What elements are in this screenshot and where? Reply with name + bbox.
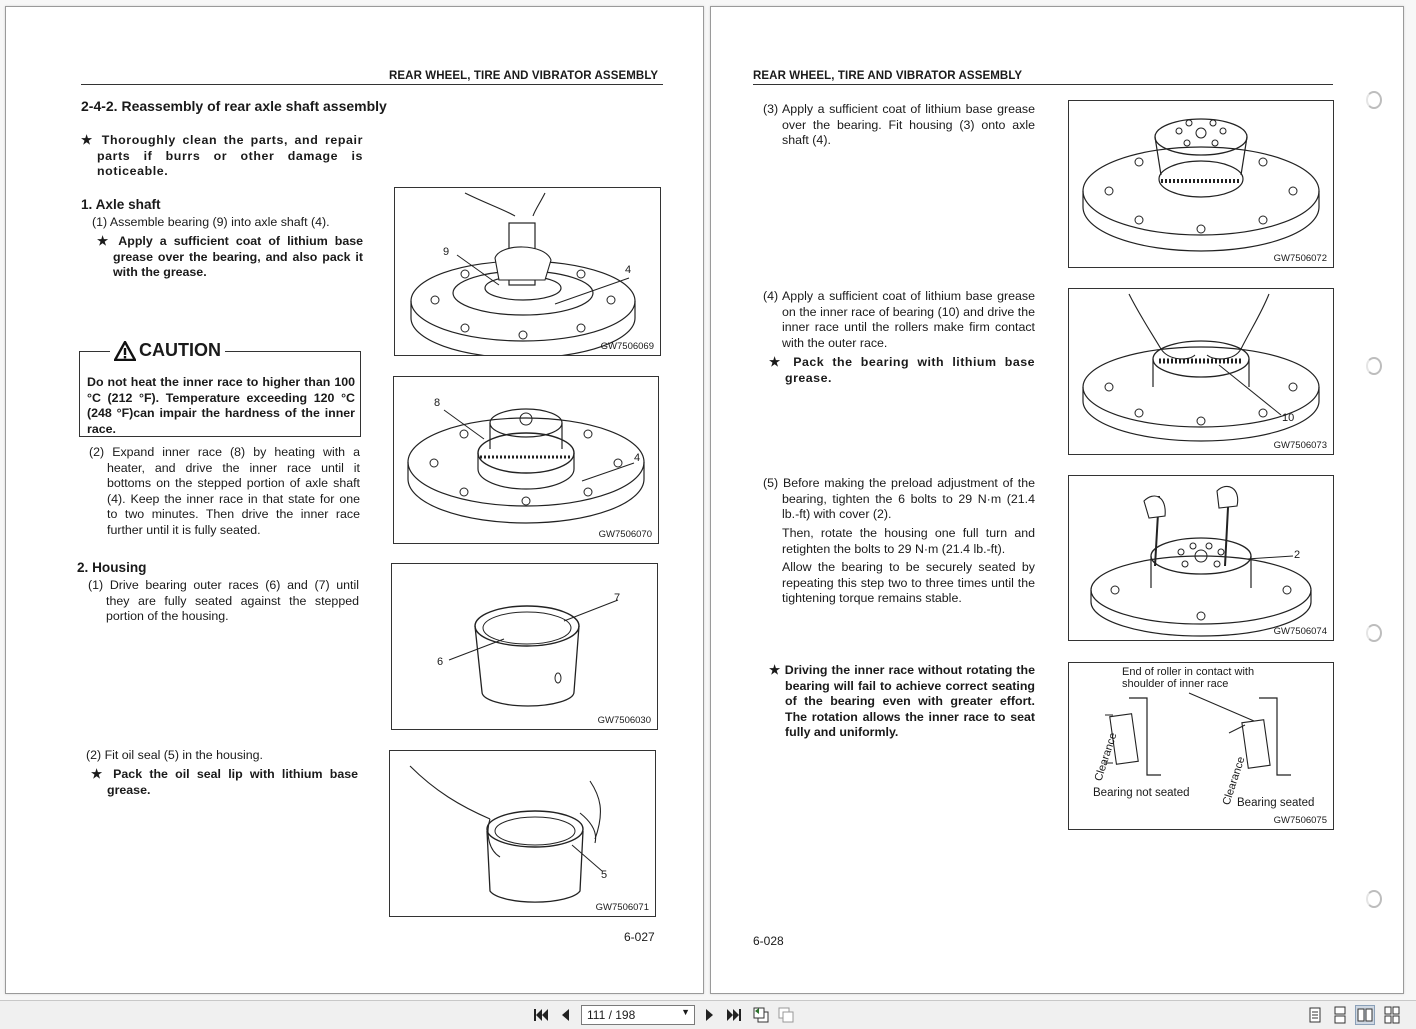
- header-rule: [81, 84, 663, 85]
- roller-contact-label: End of roller in contact with: [1122, 666, 1255, 678]
- binder-hole-icon: [1366, 91, 1382, 109]
- figure-code: GW7506073: [1273, 440, 1327, 451]
- callout-9: 9: [443, 246, 450, 258]
- callout-2: 2: [1294, 549, 1301, 561]
- step-5c: Allow the bearing to be securely seated by repeating this step two to three times until the tightening torque remains stable.: [782, 560, 1035, 605]
- step-4-note: ★ Pack the bearing with lithium base grease.: [769, 355, 1035, 385]
- callout-4: 4: [634, 452, 641, 464]
- step-5a: (5) Before making the preload adjustment of the bearing, tighten the 6 bolts to 29 N·m (21.4 lb.-ft) with cover (2).: [763, 476, 1035, 521]
- callout-5: 5: [601, 869, 608, 881]
- step-5b: Then, rotate the housing one full turn and retighten the bolts to 29 N·m (21.4 lb.-ft).: [782, 526, 1035, 556]
- callout-6: 6: [437, 656, 444, 668]
- continuous-view-icon[interactable]: [1330, 1005, 1350, 1025]
- housing-note-2: ★ Pack the oil seal lip with lithium base grease.: [91, 767, 358, 797]
- caution-title: CAUTION: [110, 340, 225, 361]
- axle-heading: 1. Axle shaft: [81, 197, 161, 212]
- housing-step-2: (2) Fit oil seal (5) in the housing.: [86, 748, 263, 762]
- axle-note-1: ★ Apply a sufficient coat of lithium base grease over the bearing, and also pack it with the grease.: [97, 234, 363, 279]
- callout-7: 7: [614, 592, 621, 604]
- page-right: [710, 6, 1404, 994]
- page-left: [5, 6, 704, 994]
- callout-10: 10: [1282, 412, 1295, 424]
- housing-fit-illustration: [1069, 101, 1333, 267]
- caution-box: [79, 340, 361, 437]
- go-back-icon[interactable]: [752, 1005, 770, 1025]
- figure-inner-race: [393, 376, 659, 544]
- drive-note: ★ Driving the inner race without rotating the bearing will fail to achieve correct seating of the bearing even with greater effort. The rotation allows the inner race to seat fully and uniformly.: [769, 663, 1035, 739]
- go-forward-icon[interactable]: [777, 1005, 795, 1025]
- figure-code: GW7506074: [1273, 626, 1327, 637]
- section-title: 2-4-2. Reassembly of rear axle shaft assembly: [81, 98, 387, 114]
- prev-page-icon[interactable]: [558, 1005, 572, 1025]
- figure-bearing-on-axle-shaft: [394, 187, 661, 356]
- housing-heading: 2. Housing: [77, 560, 147, 575]
- figure-oil-seal: [389, 750, 656, 917]
- axle-shaft-illustration: [395, 188, 660, 355]
- note-clean: ★ Thoroughly clean the parts, and repair parts if burrs or other damage is noticeable.: [81, 133, 363, 178]
- two-page-continuous-view-icon[interactable]: [1382, 1005, 1402, 1025]
- bearing-pack-illustration: [1069, 289, 1333, 454]
- figure-bearing-inner-race: [1068, 288, 1334, 455]
- step-4: (4) Apply a sufficient coat of lithium base grease on the inner race of bearing (10) and drive the inner race until the rollers make firm contact with the outer race.: [763, 289, 1035, 350]
- warning-triangle-icon: [114, 341, 136, 361]
- roller-contact-label-2: shoulder of inner race: [1122, 678, 1229, 690]
- running-header: REAR WHEEL, TIRE AND VIBRATOR ASSEMBLY: [389, 70, 659, 82]
- page-number: 6-028: [753, 934, 784, 948]
- binder-hole-icon: [1366, 624, 1382, 642]
- figure-code: GW7506072: [1273, 253, 1327, 264]
- figure-code: GW7506070: [598, 529, 652, 540]
- binder-hole-icon: [1366, 357, 1382, 375]
- oil-seal-illustration: [390, 751, 655, 916]
- figure-code: GW7506075: [1273, 815, 1327, 826]
- chevron-down-icon: ▼: [681, 1007, 690, 1017]
- housing-illustration: [392, 564, 657, 729]
- running-header: REAR WHEEL, TIRE AND VIBRATOR ASSEMBLY: [753, 70, 1023, 82]
- axle-step-1: (1) Assemble bearing (9) into axle shaft (4).: [92, 215, 330, 229]
- axle-step-2: (2) Expand inner race (8) by heating with a heater, and drive the inner race until it bottoms on the stepped portion of axle shaft (4). Keep the inner race in that state for one to two minutes. Then drive the inner race further until it is fully seated.: [89, 445, 360, 537]
- next-page-icon[interactable]: [703, 1005, 717, 1025]
- single-page-view-icon[interactable]: [1305, 1005, 1325, 1025]
- figure-code: GW7506069: [600, 341, 654, 352]
- last-page-icon[interactable]: [725, 1005, 743, 1025]
- housing-step-1: (1) Drive bearing outer races (6) and (7) until they are fully seated against the stepped portion of the housing.: [88, 578, 359, 623]
- step-3: (3) Apply a sufficient coat of lithium base grease over the bearing. Fit housing (3) onto axle shaft (4).: [763, 102, 1035, 147]
- figure-housing-on-shaft: [1068, 100, 1334, 268]
- two-page-view-icon[interactable]: [1355, 1005, 1375, 1025]
- clearance-label-left: Clearance: [1092, 731, 1120, 783]
- figure-code: GW7506071: [595, 902, 649, 913]
- first-page-icon[interactable]: [532, 1005, 550, 1025]
- figure-bearing-seating: [1068, 662, 1334, 830]
- navigation-toolbar: [0, 1000, 1416, 1029]
- bearing-not-seated-label: Bearing not seated: [1093, 787, 1190, 799]
- bearing-seated-label: Bearing seated: [1237, 797, 1315, 809]
- figure-bolt-tightening: [1068, 475, 1334, 641]
- callout-8: 8: [434, 397, 441, 409]
- callout-4: 4: [625, 264, 632, 276]
- page-selector[interactable]: 111 / 198 ▼: [581, 1005, 695, 1025]
- page-number: 6-027: [624, 930, 655, 944]
- header-rule: [753, 84, 1333, 85]
- caution-text: Do not heat the inner race to higher than 100 °C (212 °F). Temperature exceeding 120 °C (248 °F)can impair the hardness of the inner race.: [87, 375, 355, 436]
- binder-hole-icon: [1366, 890, 1382, 908]
- figure-code: GW7506030: [597, 715, 651, 726]
- figure-housing-outer-races: [391, 563, 658, 730]
- clearance-label-right: Clearance: [1220, 755, 1248, 807]
